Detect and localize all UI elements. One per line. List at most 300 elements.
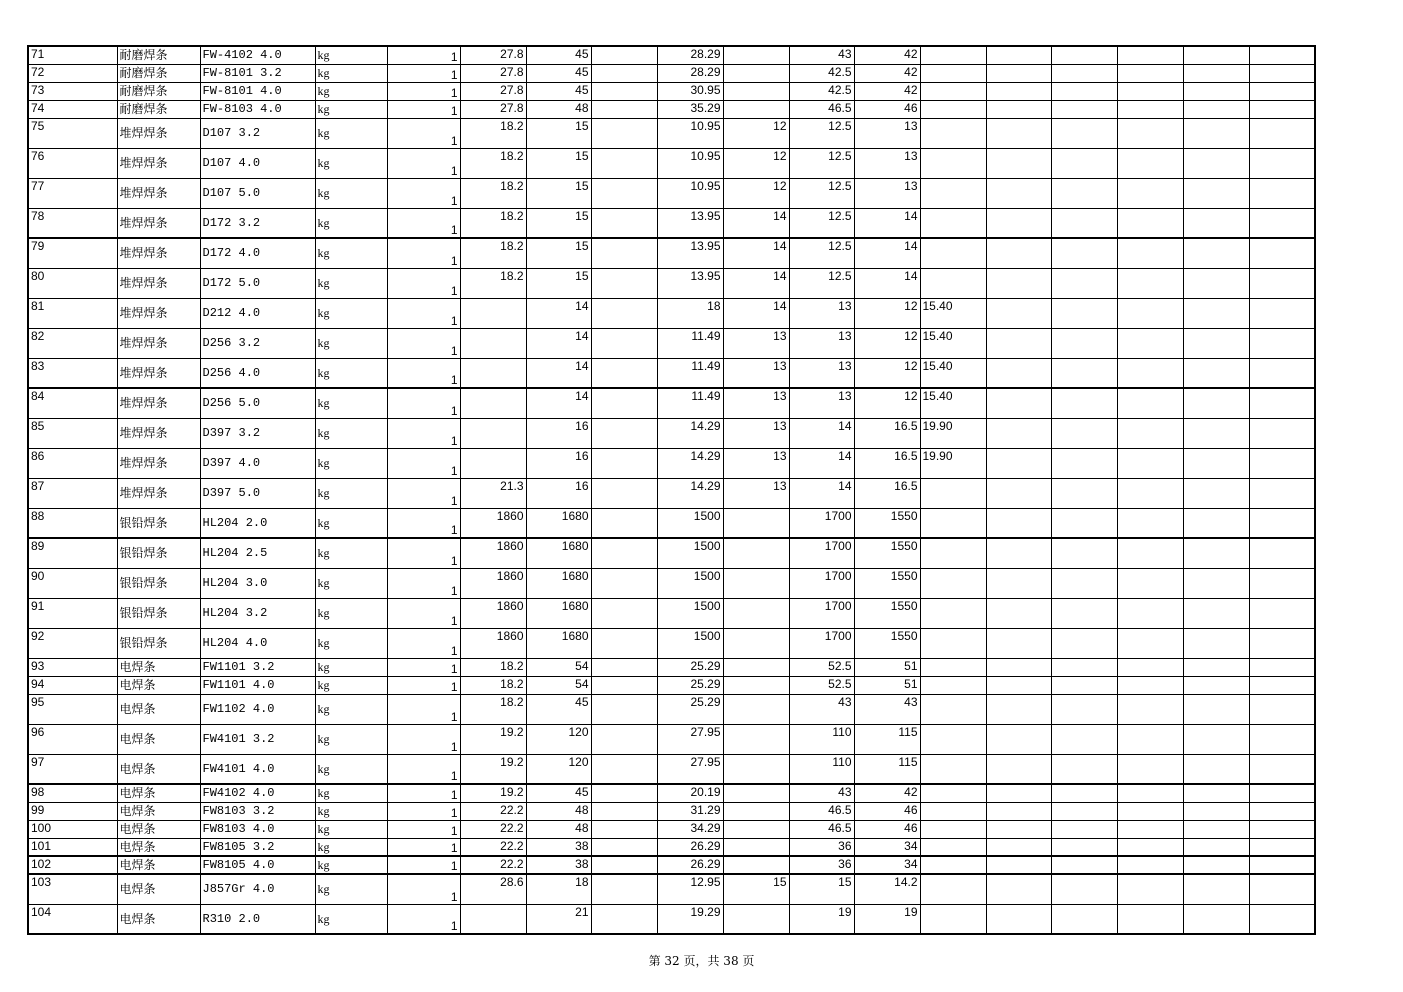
empty-cell [1051, 46, 1117, 64]
table-row [28, 100, 1315, 118]
empty-cell [1117, 418, 1183, 448]
empty-cell [1249, 148, 1315, 178]
price-2-cell: 18 [526, 874, 591, 904]
price-6-cell: 1700 [789, 538, 854, 568]
unit-cell: kg [315, 208, 387, 238]
price-7-cell: 46 [854, 802, 920, 820]
price-8-cell [920, 694, 986, 724]
table-row [28, 388, 1315, 418]
price-1-cell: 18.2 [460, 208, 526, 238]
price-6-cell: 13 [789, 298, 854, 328]
empty-cell [1051, 694, 1117, 724]
empty-cell [1249, 418, 1315, 448]
table-row [28, 568, 1315, 598]
price-4-cell: 25.29 [657, 694, 723, 724]
empty-cell [986, 208, 1051, 238]
table-row [28, 802, 1315, 820]
price-3-cell [591, 784, 657, 802]
empty-cell [986, 298, 1051, 328]
price-6-cell: 52.5 [789, 676, 854, 694]
price-2-cell: 15 [526, 208, 591, 238]
empty-cell [1117, 478, 1183, 508]
empty-cell [1183, 856, 1249, 874]
empty-cell [986, 802, 1051, 820]
price-6-cell: 1700 [789, 508, 854, 538]
price-7-cell: 14 [854, 208, 920, 238]
price-3-cell [591, 676, 657, 694]
price-7-cell: 1550 [854, 598, 920, 628]
empty-cell [1117, 268, 1183, 298]
spec-cell: FW4101 3.2 [200, 724, 315, 754]
price-6-cell: 36 [789, 838, 854, 856]
price-6-cell: 1700 [789, 628, 854, 658]
empty-cell [1051, 724, 1117, 754]
quantity-cell: 1 [387, 82, 460, 100]
price-2-cell: 15 [526, 148, 591, 178]
item-name-cell: 堆焊焊条 [117, 448, 200, 478]
item-name-cell: 耐磨焊条 [117, 46, 200, 64]
empty-cell [1183, 388, 1249, 418]
empty-cell [1183, 358, 1249, 388]
price-7-cell: 12 [854, 298, 920, 328]
price-6-cell: 1700 [789, 598, 854, 628]
empty-cell [1183, 538, 1249, 568]
price-5-cell [723, 676, 789, 694]
empty-cell [986, 568, 1051, 598]
spec-cell: FW1101 3.2 [200, 658, 315, 676]
price-4-cell: 1500 [657, 568, 723, 598]
price-8-cell [920, 148, 986, 178]
empty-cell [1117, 358, 1183, 388]
price-4-cell: 26.29 [657, 856, 723, 874]
item-name-cell: 电焊条 [117, 694, 200, 724]
price-5-cell [723, 628, 789, 658]
price-4-cell: 25.29 [657, 676, 723, 694]
item-name-cell: 堆焊焊条 [117, 388, 200, 418]
empty-cell [1249, 358, 1315, 388]
row-number-cell: 75 [28, 118, 117, 148]
unit-cell: kg [315, 46, 387, 64]
empty-cell [1183, 418, 1249, 448]
empty-cell [986, 148, 1051, 178]
price-5-cell [723, 598, 789, 628]
table-row [28, 118, 1315, 148]
empty-cell [1117, 874, 1183, 904]
unit-cell: kg [315, 64, 387, 82]
spec-cell: FW-8101 3.2 [200, 64, 315, 82]
spec-cell: FW8103 4.0 [200, 820, 315, 838]
price-7-cell: 13 [854, 118, 920, 148]
price-7-cell: 16.5 [854, 478, 920, 508]
item-name-cell: 银铅焊条 [117, 598, 200, 628]
empty-cell [1051, 388, 1117, 418]
table-row [28, 298, 1315, 328]
empty-cell [1183, 208, 1249, 238]
price-3-cell [591, 874, 657, 904]
empty-cell [986, 328, 1051, 358]
empty-cell [1117, 178, 1183, 208]
price-6-cell: 13 [789, 388, 854, 418]
empty-cell [1051, 478, 1117, 508]
spec-cell: FW1102 4.0 [200, 694, 315, 724]
empty-cell [1051, 538, 1117, 568]
price-8-cell [920, 676, 986, 694]
table-row [28, 874, 1315, 904]
price-5-cell [723, 46, 789, 64]
empty-cell [1117, 820, 1183, 838]
spec-cell: HL204 2.5 [200, 538, 315, 568]
spec-cell: D397 5.0 [200, 478, 315, 508]
price-1-cell: 18.2 [460, 658, 526, 676]
price-3-cell [591, 298, 657, 328]
empty-cell [1249, 874, 1315, 904]
item-name-cell: 银铅焊条 [117, 628, 200, 658]
price-1-cell: 21.3 [460, 478, 526, 508]
price-6-cell: 12.5 [789, 268, 854, 298]
empty-cell [986, 100, 1051, 118]
price-2-cell: 21 [526, 904, 591, 934]
row-number-cell: 102 [28, 856, 117, 874]
table-row [28, 598, 1315, 628]
price-7-cell: 13 [854, 148, 920, 178]
empty-cell [986, 118, 1051, 148]
unit-cell: kg [315, 178, 387, 208]
unit-cell: kg [315, 874, 387, 904]
spec-cell: D107 4.0 [200, 148, 315, 178]
empty-cell [1051, 856, 1117, 874]
price-4-cell: 18 [657, 298, 723, 328]
empty-cell [1183, 754, 1249, 784]
price-5-cell [723, 100, 789, 118]
price-1-cell [460, 418, 526, 448]
empty-cell [1183, 784, 1249, 802]
quantity-cell: 1 [387, 874, 460, 904]
unit-cell: kg [315, 598, 387, 628]
empty-cell [1249, 208, 1315, 238]
price-3-cell [591, 178, 657, 208]
price-2-cell: 54 [526, 676, 591, 694]
item-name-cell: 电焊条 [117, 802, 200, 820]
empty-cell [1117, 238, 1183, 268]
empty-cell [1183, 238, 1249, 268]
unit-cell: kg [315, 676, 387, 694]
spec-cell: D256 5.0 [200, 388, 315, 418]
empty-cell [1183, 298, 1249, 328]
item-name-cell: 电焊条 [117, 838, 200, 856]
table-row [28, 724, 1315, 754]
item-name-cell: 堆焊焊条 [117, 298, 200, 328]
item-name-cell: 堆焊焊条 [117, 118, 200, 148]
row-number-cell: 91 [28, 598, 117, 628]
price-8-cell [920, 724, 986, 754]
price-3-cell [591, 478, 657, 508]
table-row [28, 658, 1315, 676]
empty-cell [1051, 178, 1117, 208]
empty-cell [1249, 904, 1315, 934]
empty-cell [986, 418, 1051, 448]
item-name-cell: 电焊条 [117, 904, 200, 934]
empty-cell [1117, 298, 1183, 328]
quantity-cell: 1 [387, 568, 460, 598]
row-number-cell: 84 [28, 388, 117, 418]
table-row [28, 820, 1315, 838]
empty-cell [1249, 178, 1315, 208]
empty-cell [1117, 538, 1183, 568]
price-6-cell: 14 [789, 478, 854, 508]
empty-cell [1051, 238, 1117, 268]
quantity-cell: 1 [387, 856, 460, 874]
row-number-cell: 100 [28, 820, 117, 838]
empty-cell [1249, 802, 1315, 820]
spec-cell: D172 3.2 [200, 208, 315, 238]
price-8-cell [920, 856, 986, 874]
price-8-cell [920, 478, 986, 508]
empty-cell [1183, 658, 1249, 676]
price-7-cell: 12 [854, 358, 920, 388]
price-7-cell: 46 [854, 100, 920, 118]
empty-cell [1051, 874, 1117, 904]
empty-cell [1249, 856, 1315, 874]
price-4-cell: 11.49 [657, 388, 723, 418]
price-5-cell [723, 568, 789, 598]
empty-cell [1249, 628, 1315, 658]
price-1-cell: 18.2 [460, 238, 526, 268]
unit-cell: kg [315, 568, 387, 598]
spec-cell: FW-8103 4.0 [200, 100, 315, 118]
spec-cell: FW8105 3.2 [200, 838, 315, 856]
page-footer: 第 32 页，共 38 页 [648, 954, 755, 968]
price-7-cell: 12 [854, 328, 920, 358]
empty-cell [1051, 118, 1117, 148]
item-name-cell: 堆焊焊条 [117, 238, 200, 268]
empty-cell [1051, 100, 1117, 118]
price-3-cell [591, 838, 657, 856]
price-5-cell [723, 904, 789, 934]
price-4-cell: 12.95 [657, 874, 723, 904]
price-5-cell [723, 64, 789, 82]
quantity-cell: 1 [387, 676, 460, 694]
spec-cell: D107 5.0 [200, 178, 315, 208]
price-6-cell: 15 [789, 874, 854, 904]
spec-cell: FW4102 4.0 [200, 784, 315, 802]
table-row [28, 754, 1315, 784]
price-4-cell: 1500 [657, 538, 723, 568]
price-3-cell [591, 598, 657, 628]
price-7-cell: 14.2 [854, 874, 920, 904]
unit-cell: kg [315, 418, 387, 448]
price-5-cell: 13 [723, 358, 789, 388]
quantity-cell: 1 [387, 838, 460, 856]
empty-cell [986, 238, 1051, 268]
spec-cell: D256 4.0 [200, 358, 315, 388]
unit-cell: kg [315, 724, 387, 754]
price-4-cell: 28.29 [657, 46, 723, 64]
price-2-cell: 15 [526, 238, 591, 268]
price-5-cell: 14 [723, 298, 789, 328]
empty-cell [1183, 100, 1249, 118]
price-5-cell: 12 [723, 118, 789, 148]
empty-cell [986, 628, 1051, 658]
price-5-cell [723, 724, 789, 754]
row-number-cell: 88 [28, 508, 117, 538]
empty-cell [986, 874, 1051, 904]
price-2-cell: 14 [526, 388, 591, 418]
empty-cell [1051, 568, 1117, 598]
price-8-cell [920, 628, 986, 658]
row-number-cell: 92 [28, 628, 117, 658]
empty-cell [986, 598, 1051, 628]
table-row [28, 178, 1315, 208]
quantity-cell: 1 [387, 208, 460, 238]
row-number-cell: 81 [28, 298, 117, 328]
row-number-cell: 96 [28, 724, 117, 754]
price-8-cell [920, 538, 986, 568]
table-row [28, 538, 1315, 568]
table-row [28, 838, 1315, 856]
price-5-cell [723, 82, 789, 100]
spec-cell: FW4101 4.0 [200, 754, 315, 784]
price-1-cell: 22.2 [460, 856, 526, 874]
empty-cell [986, 724, 1051, 754]
price-3-cell [591, 418, 657, 448]
row-number-cell: 104 [28, 904, 117, 934]
price-1-cell: 18.2 [460, 118, 526, 148]
price-8-cell [920, 784, 986, 802]
table-row [28, 478, 1315, 508]
quantity-cell: 1 [387, 328, 460, 358]
price-7-cell: 19 [854, 904, 920, 934]
table-row [28, 694, 1315, 724]
unit-cell: kg [315, 754, 387, 784]
price-2-cell: 45 [526, 694, 591, 724]
item-name-cell: 电焊条 [117, 874, 200, 904]
price-5-cell [723, 658, 789, 676]
empty-cell [1249, 238, 1315, 268]
price-3-cell [591, 628, 657, 658]
unit-cell: kg [315, 118, 387, 148]
price-1-cell [460, 448, 526, 478]
empty-cell [1249, 676, 1315, 694]
item-name-cell: 银铅焊条 [117, 538, 200, 568]
price-3-cell [591, 64, 657, 82]
empty-cell [1117, 658, 1183, 676]
empty-cell [1183, 448, 1249, 478]
table-row [28, 46, 1315, 64]
price-1-cell: 19.2 [460, 724, 526, 754]
price-7-cell: 1550 [854, 628, 920, 658]
price-3-cell [591, 100, 657, 118]
price-1-cell [460, 298, 526, 328]
price-1-cell: 22.2 [460, 838, 526, 856]
empty-cell [1051, 904, 1117, 934]
price-3-cell [591, 208, 657, 238]
price-1-cell: 1860 [460, 628, 526, 658]
price-8-cell: 19.90 [920, 448, 986, 478]
price-7-cell: 34 [854, 838, 920, 856]
table-row [28, 82, 1315, 100]
price-7-cell: 115 [854, 754, 920, 784]
price-6-cell: 12.5 [789, 148, 854, 178]
price-1-cell: 27.8 [460, 82, 526, 100]
quantity-cell: 1 [387, 118, 460, 148]
price-7-cell: 16.5 [854, 448, 920, 478]
empty-cell [986, 820, 1051, 838]
table-row [28, 628, 1315, 658]
empty-cell [1183, 118, 1249, 148]
price-2-cell: 15 [526, 268, 591, 298]
price-2-cell: 38 [526, 838, 591, 856]
price-5-cell: 12 [723, 148, 789, 178]
empty-cell [1249, 328, 1315, 358]
price-1-cell: 19.2 [460, 754, 526, 784]
price-7-cell: 115 [854, 724, 920, 754]
unit-cell: kg [315, 298, 387, 328]
empty-cell [1183, 64, 1249, 82]
empty-cell [1183, 694, 1249, 724]
empty-cell [1183, 478, 1249, 508]
price-1-cell: 18.2 [460, 178, 526, 208]
spec-cell: D212 4.0 [200, 298, 315, 328]
row-number-cell: 71 [28, 46, 117, 64]
empty-cell [986, 694, 1051, 724]
table-row [28, 268, 1315, 298]
price-1-cell: 18.2 [460, 694, 526, 724]
price-3-cell [591, 856, 657, 874]
price-5-cell: 14 [723, 268, 789, 298]
spec-cell: D397 4.0 [200, 448, 315, 478]
unit-cell: kg [315, 538, 387, 568]
item-name-cell: 耐磨焊条 [117, 100, 200, 118]
quantity-cell: 1 [387, 724, 460, 754]
quantity-cell: 1 [387, 64, 460, 82]
empty-cell [1117, 46, 1183, 64]
unit-cell: kg [315, 148, 387, 178]
row-number-cell: 74 [28, 100, 117, 118]
price-1-cell: 27.8 [460, 46, 526, 64]
spec-cell: FW8105 4.0 [200, 856, 315, 874]
empty-cell [1183, 178, 1249, 208]
spec-cell: FW1101 4.0 [200, 676, 315, 694]
price-4-cell: 14.29 [657, 478, 723, 508]
unit-cell: kg [315, 358, 387, 388]
empty-cell [1117, 148, 1183, 178]
empty-cell [1183, 874, 1249, 904]
price-1-cell [460, 388, 526, 418]
empty-cell [1183, 628, 1249, 658]
price-4-cell: 25.29 [657, 658, 723, 676]
empty-cell [1051, 448, 1117, 478]
table-row [28, 784, 1315, 802]
price-3-cell [591, 268, 657, 298]
empty-cell [1117, 328, 1183, 358]
empty-cell [1051, 268, 1117, 298]
item-name-cell: 堆焊焊条 [117, 328, 200, 358]
empty-cell [1183, 268, 1249, 298]
price-2-cell: 1680 [526, 508, 591, 538]
price-5-cell: 13 [723, 478, 789, 508]
empty-cell [1249, 838, 1315, 856]
price-2-cell: 16 [526, 478, 591, 508]
row-number-cell: 80 [28, 268, 117, 298]
price-8-cell: 15.40 [920, 358, 986, 388]
empty-cell [1183, 904, 1249, 934]
price-1-cell: 22.2 [460, 802, 526, 820]
spec-cell: D172 5.0 [200, 268, 315, 298]
empty-cell [986, 838, 1051, 856]
spec-cell: HL204 3.0 [200, 568, 315, 598]
unit-cell: kg [315, 388, 387, 418]
empty-cell [986, 676, 1051, 694]
